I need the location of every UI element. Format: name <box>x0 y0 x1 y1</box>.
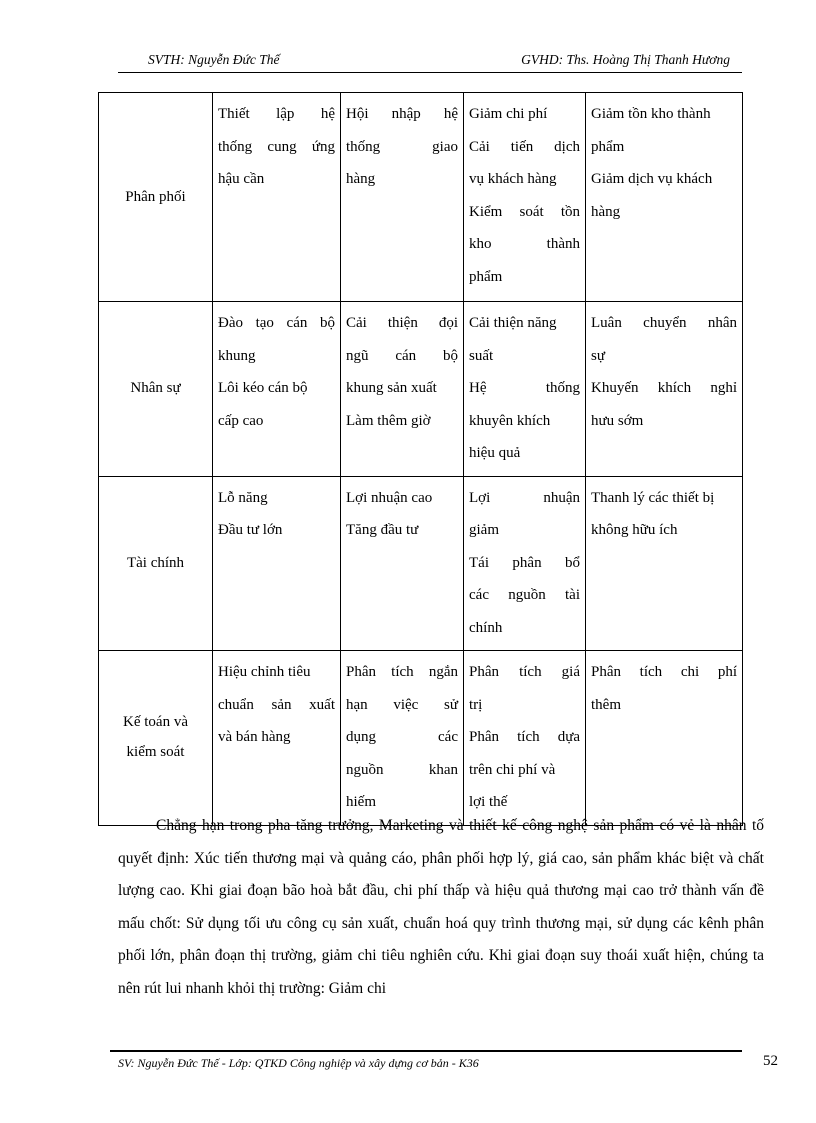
table-row <box>99 93 743 302</box>
cell-line: Lỗ năng <box>218 489 268 506</box>
paragraph-text: Chẳng hạn trong pha tăng trưởng, Marketing và thiết kế công nghệ sản phẩm có vẻ là nhân tố quyết định: Xúc tiến thương mại và quảng cáo, phân phối hợp lý, giá cao, sản phẩm khác biệt và chất lượng cao. Khi giai đoạn bão hoà bắt đầu, chi phí thấp và hiệu quả thương mại cao trở thành vấn đề mấu chốt: Sử dụng tối ưu công cụ sản xuất, chuẩn hoá quy trình thương mại, sử dụng các kênh phân phối lớn, phân đoạn thị trường, giảm chi tiêu nghiên cứu. Khi giai đoạn suy thoái xuất hiện, chúng ta nên rút lui nhanh khỏi thị trường: Giảm chi <box>118 817 764 997</box>
body-paragraph <box>118 810 764 1005</box>
header-student: SVTH: Nguyễn Đức Thế <box>148 52 280 67</box>
cell-line: kho thành <box>469 236 580 252</box>
table-cell <box>213 302 341 477</box>
cell-line: Phân tích giá <box>469 664 580 680</box>
row-label-text: Phân phối <box>125 188 186 205</box>
table-cell <box>213 93 341 302</box>
cell-line: chính <box>469 619 503 636</box>
cell-line: Cải thiện đọi <box>346 315 458 331</box>
cell-line: Giảm chi phí <box>469 106 548 122</box>
cell-line: trên chi phí và <box>469 761 556 778</box>
cell-line: Đầu tư lớn <box>218 522 283 538</box>
table-cell <box>341 651 464 826</box>
table-cell <box>464 476 586 651</box>
table-cell <box>586 651 743 826</box>
cell-line: hạn việc sử <box>346 696 458 713</box>
table-cell <box>586 93 743 302</box>
strategy-table <box>98 92 743 826</box>
table-cell <box>213 476 341 651</box>
table-cell <box>464 651 586 826</box>
cell-line: Cải tiến dịch <box>469 138 580 155</box>
cell-line: phẩm <box>591 138 625 155</box>
cell-line: giảm <box>469 522 499 538</box>
cell-line: hiệu quả <box>469 445 521 461</box>
header-advisor: GVHD: Ths. Hoàng Thị Thanh Hương <box>521 52 730 67</box>
cell-line: Làm thêm giờ <box>346 412 431 429</box>
page-header <box>118 50 742 73</box>
table-cell <box>341 302 464 477</box>
row-label <box>99 476 213 651</box>
cell-line: Lợi nhuận cao <box>346 489 433 506</box>
cell-line: chuẩn sản xuất <box>218 696 335 713</box>
row-label-text: Nhân sự <box>130 380 181 397</box>
cell-line: khung <box>218 347 256 364</box>
cell-line: Hội nhập hệ <box>346 106 458 122</box>
cell-line: Tái phân bổ <box>469 554 580 571</box>
cell-line: lợi thế <box>469 794 508 810</box>
cell-line: dụng các <box>346 729 458 745</box>
cell-line: Phân tích dựa <box>469 729 580 745</box>
cell-line: hưu sớm <box>591 412 644 429</box>
table-cell <box>341 476 464 651</box>
cell-line: cấp cao <box>218 412 264 429</box>
cell-line: vụ khách hàng <box>469 171 557 187</box>
table-row <box>99 476 743 651</box>
row-label <box>99 302 213 477</box>
cell-line: sự <box>591 347 605 364</box>
cell-line: hậu cần <box>218 171 265 187</box>
cell-line: Thanh lý các thiết bị <box>591 489 715 506</box>
cell-line: Thiết lập hệ <box>218 106 335 122</box>
footer-text: SV: Nguyễn Đức Thế - Lớp: QTKD Công nghiệp và xây dựng cơ bản - K36 <box>118 1056 479 1070</box>
table-row <box>99 651 743 826</box>
cell-line: hàng <box>346 171 376 187</box>
table-cell <box>464 93 586 302</box>
cell-line: không hữu ích <box>591 522 678 538</box>
cell-line: hàng <box>591 203 621 220</box>
page-number: 52 <box>763 1053 778 1069</box>
cell-line: Giảm dịch vụ khách <box>591 171 713 187</box>
table-cell <box>213 651 341 826</box>
cell-line: và bán hàng <box>218 729 291 745</box>
cell-line: thêm <box>591 696 621 713</box>
cell-line: Phân tích ngắn <box>346 664 458 680</box>
cell-line: thống cung ứng <box>218 138 335 155</box>
cell-line: phẩm <box>469 268 503 285</box>
table-cell <box>341 93 464 302</box>
footer-rule <box>110 1050 742 1052</box>
cell-line: Tăng đầu tư <box>346 522 419 538</box>
table-cell <box>464 302 586 477</box>
cell-line: ngũ cán bộ <box>346 347 458 364</box>
row-label <box>99 651 213 826</box>
cell-line: khuyên khích <box>469 412 551 429</box>
cell-line: hiếm <box>346 794 376 810</box>
cell-line: Kiểm soát tồn <box>469 203 580 220</box>
table-cell <box>586 302 743 477</box>
row-label <box>99 93 213 302</box>
cell-line: Phân tích chi phí <box>591 664 737 680</box>
cell-line: Lôi kéo cán bộ <box>218 380 308 396</box>
cell-line: thống giao <box>346 138 458 155</box>
row-label-text: Tài chính <box>126 554 185 571</box>
cell-line: Luân chuyển nhân <box>591 315 737 331</box>
table-row <box>99 302 743 477</box>
cell-line: suất <box>469 347 494 364</box>
cell-line: Lợi nhuận <box>469 489 580 506</box>
table-cell <box>586 476 743 651</box>
cell-line: nguồn khan <box>346 761 458 778</box>
cell-line: Hệ thống <box>469 380 580 396</box>
cell-line: Khuyến khích nghỉ <box>591 380 737 396</box>
cell-line: Hiệu chỉnh tiêu <box>218 664 311 680</box>
cell-line: Cải thiện năng <box>469 315 557 331</box>
cell-line: trị <box>469 696 483 713</box>
row-label-text: Kế toán và kiểm soát <box>123 714 188 761</box>
cell-line: Đào tạo cán bộ <box>218 315 335 331</box>
cell-line: Giảm tồn kho thành <box>591 106 711 122</box>
cell-line: khung sản xuất <box>346 380 437 396</box>
cell-line: các nguồn tài <box>469 587 580 603</box>
